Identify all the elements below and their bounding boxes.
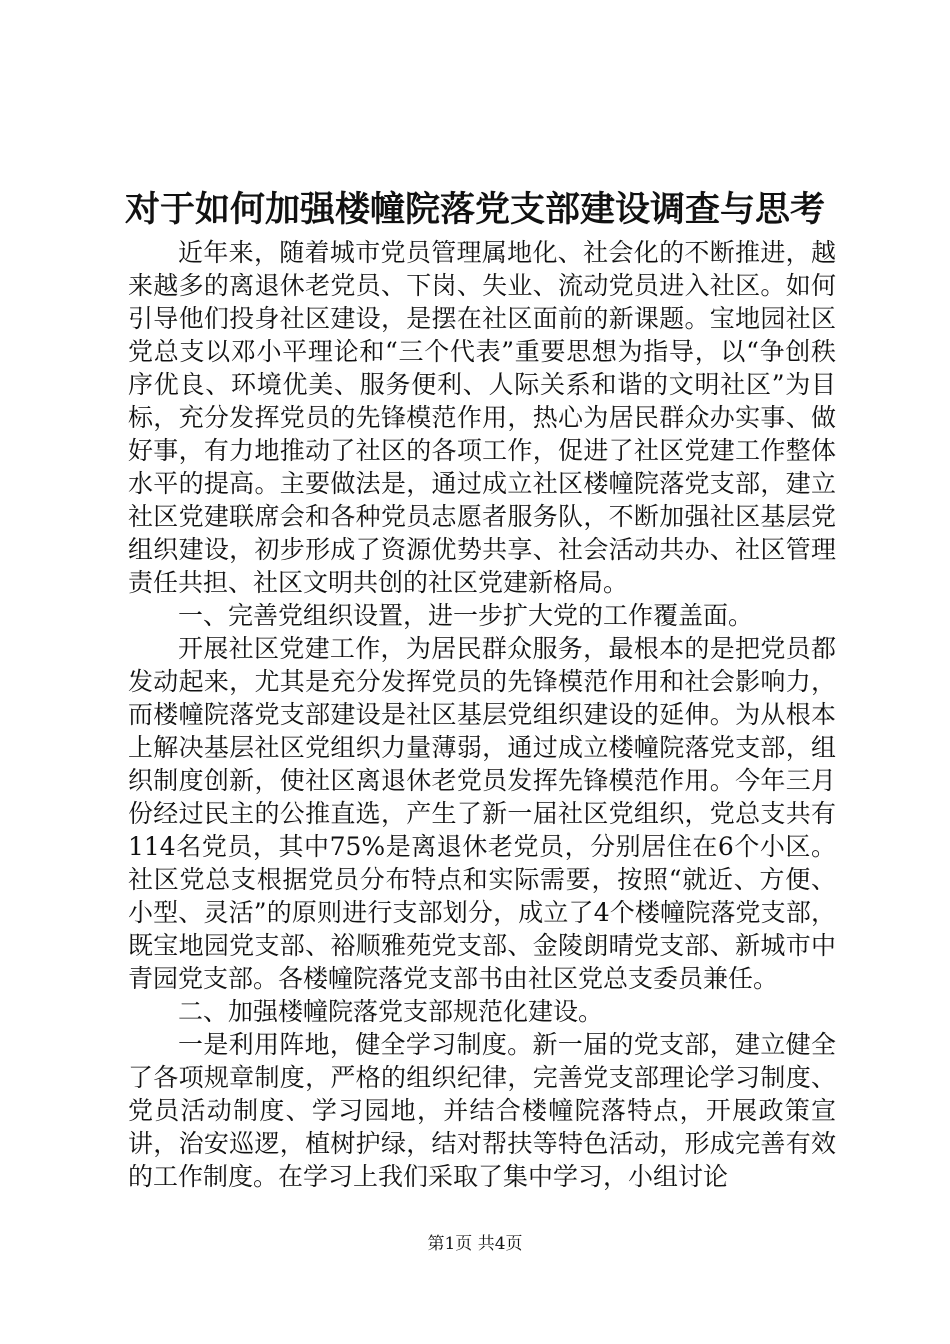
paragraph-intro: 近年来，随着城市党员管理属地化、社会化的不断推进，越来越多的离退休老党员、下岗、失业、流动党员进入社区。如何引导他们投身社区建设，是摆在社区面前的新课题。宝地园社区党总支以邓小平理论和“三个代表”重要思想为指导，以“争创秩序优良、环境优美、服务便利、人际关系和谐的文明社区”为目标，充分发挥党员的先锋模范作用，热心为居民群众办实事、做好事，有力地推动了社区的各项工作，促进了社区党建工作整体水平的提高。主要做法是，通过成立社区楼幢院落党支部，建立社区党建联席会和各种党员志愿者服务队，不断加强社区基层党组织建设，初步形成了资源优势共享、社会活动共办、社区管理责任共担、社区文明共创的社区党建新格局。 xyxy=(128,238,836,597)
page-footer: 第1页 共4页 xyxy=(427,1234,523,1254)
paragraph-section-2: 一是利用阵地，健全学习制度。新一届的党支部，建立健全了各项规章制度，严格的组织纪律，完善党支部理论学习制度、党员活动制度、学习园地，并结合楼幢院落特点，开展政策宣讲，治安巡逻，植树护绿，结对帮扶等特色活动，形成完善有效的工作制度。在学习上我们采取了集中学习，小组讨论 xyxy=(128,1030,836,1191)
section-heading-1: 一、完善党组织设置，进一步扩大党的工作覆盖面。 xyxy=(178,601,754,630)
document-body xyxy=(128,236,836,1193)
section-heading-2: 二、加强楼幢院落党支部规范化建设。 xyxy=(178,997,604,1026)
document-title: 对于如何加强楼幢院落党支部建设调查与思考 xyxy=(124,189,825,230)
paragraph-section-1: 开展社区党建工作，为居民群众服务，最根本的是把党员都发动起来，尤其是充分发挥党员的先锋模范作用和社会影响力，而楼幢院落党支部建设是社区基层党组织建设的延伸。为从根本上解决基层社区党组织力量薄弱，通过成立楼幢院落党支部，组织制度创新，使社区离退休老党员发挥先锋模范作用。今年三月份经过民主的公推直选，产生了新一届社区党组织，党总支共有114名党员，其中75%是离退休老党员，分别居住在6个小区。社区党总支根据党员分布特点和实际需要，按照“就近、方便、小型、灵活”的原则进行支部划分，成立了4个楼幢院落党支部，既宝地园党支部、裕顺雅苑党支部、金陵朗晴党支部、新城市中青园党支部。各楼幢院落党支部书由社区党总支委员兼任。 xyxy=(128,634,836,993)
